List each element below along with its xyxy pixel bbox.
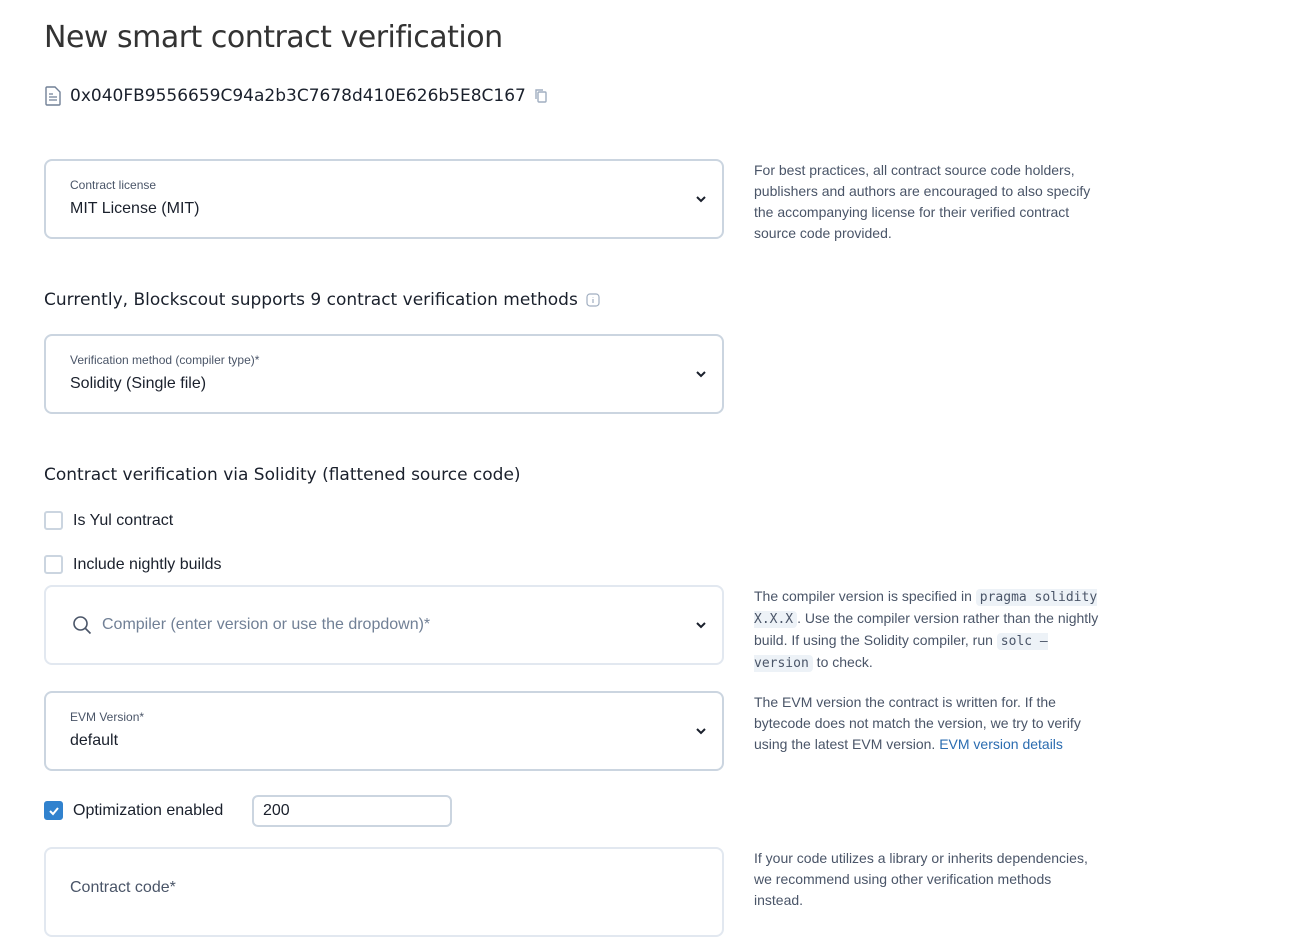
optimization-runs-input[interactable]: 200: [252, 795, 452, 827]
copy-icon[interactable]: [534, 88, 548, 104]
compiler-help: The compiler version is specified in pragma solidity X.X.X . Use the compiler version rather than the nightly build. If using the Solidity compiler, run solc —version to check.: [754, 588, 1099, 671]
section-heading: Contract verification via Solidity (flattened source code): [44, 465, 521, 485]
chevron-down-icon[interactable]: [694, 618, 708, 632]
evm-help: The EVM version the contract is written for. If the bytecode does not match the version, we try to verify using the latest EVM version. EVM version details: [754, 694, 1081, 752]
optimization-checkbox[interactable]: Optimization enabled: [44, 801, 223, 820]
chevron-down-icon: [694, 192, 708, 206]
file-icon: [44, 86, 62, 106]
evm-version-select[interactable]: EVM Version* default: [44, 691, 724, 771]
verification-method-select[interactable]: Verification method (compiler type)* Solidity (Single file): [44, 334, 724, 414]
contract-license-select[interactable]: Contract license MIT License (MIT): [44, 159, 724, 239]
nightly-builds-checkbox[interactable]: Include nightly builds: [44, 555, 222, 574]
evm-version-details-link[interactable]: EVM version details: [939, 736, 1063, 752]
code-help: If your code utilizes a library or inherits dependencies, we recommend using other verification methods instead.: [754, 850, 1088, 908]
checkbox-box[interactable]: [44, 555, 63, 574]
contract-code-textarea[interactable]: Contract code*: [44, 847, 724, 937]
checkbox-box[interactable]: [44, 801, 63, 820]
page-title: New smart contract verification: [44, 20, 503, 55]
checkbox-box[interactable]: [44, 511, 63, 530]
compiler-input[interactable]: [44, 585, 724, 665]
check-icon: [48, 805, 60, 817]
chevron-down-icon: [694, 724, 708, 738]
chevron-down-icon: [694, 367, 708, 381]
search-icon: [72, 615, 92, 635]
info-icon[interactable]: [586, 293, 600, 307]
methods-heading: Currently, Blockscout supports 9 contract verification methods: [44, 290, 600, 310]
license-help: For best practices, all contract source code holders, publishers and authors are encouraged to also specify the accompanying license for their verified contract source code provided.: [754, 162, 1091, 241]
contract-address: [44, 86, 548, 106]
address-text: 0x040FB9556659C94a2b3C7678d410E626b5E8C167: [70, 86, 526, 106]
yul-checkbox[interactable]: Is Yul contract: [44, 511, 173, 530]
compiler-placeholder: Compiler (enter version or use the dropdown)*: [102, 616, 431, 633]
